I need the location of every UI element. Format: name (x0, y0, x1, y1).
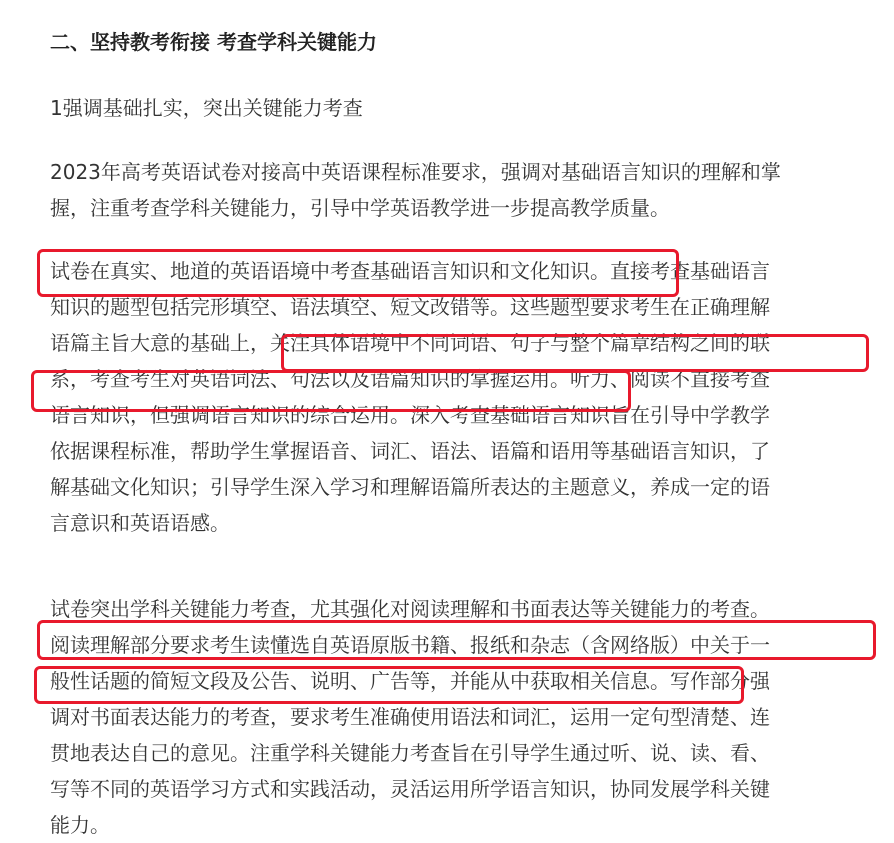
paragraph-line: 握，注重考查学科关键能力，引导中学英语教学进一步提高教学质量。 (50, 196, 670, 220)
paragraph-line: 试卷突出学科关键能力考查，尤其强化对阅读理解和书面表达等关键能力的考查。 (50, 597, 770, 621)
paragraph-line: 调对书面表达能力的考查，要求考生准确使用语法和词汇，运用一定句型清楚、连 (50, 705, 770, 729)
paragraph-line: 贯地表达自己的意见。注重学科关键能力考查旨在引导学生通过听、说、读、看、 (50, 741, 770, 765)
paragraph-line: 般性话题的简短文段及公告、说明、广告等，并能从中获取相关信息。写作部分强 (50, 669, 770, 693)
paragraph-line: 2023年高考英语试卷对接高中英语课程标准要求，强调对基础语言知识的理解和掌 (50, 160, 781, 184)
paragraph-line: 解基础文化知识；引导学生深入学习和理解语篇所表达的主题意义，养成一定的语 (50, 475, 770, 499)
paragraph-line: 写等不同的英语学习方式和实践活动，灵活运用所学语言知识，协同发展学科关键 (50, 777, 770, 801)
paragraph-line: 语篇主旨大意的基础上，关注具体语境中不同词语、句子与整个篇章结构之间的联 (50, 331, 770, 355)
paragraph-intro (50, 154, 862, 226)
paragraph-line: 系，考查考生对英语词法、句法以及语篇知识的掌握运用。听力、阅读不直接考查 (50, 367, 770, 391)
paragraph-line: 知识的题型包括完形填空、语法填空、短文改错等。这些题型要求考生在正确理解 (50, 295, 770, 319)
paragraph-line: 言意识和英语语感。 (50, 511, 230, 535)
paragraph-line: 语言知识，但强调语言知识的综合运用。深入考查基础语言知识旨在引导中学教学 (50, 403, 770, 427)
paragraph-key-abilities (50, 591, 862, 843)
paragraph-line: 能力。 (50, 813, 110, 837)
paragraph-line: 阅读理解部分要求考生读懂选自英语原版书籍、报纸和杂志（含网络版）中关于一 (50, 633, 770, 657)
paragraph-line: 试卷在真实、地道的英语语境中考查基础语言知识和文化知识。直接考查基础语言 (50, 259, 770, 283)
subsection-heading: 1强调基础扎实，突出关键能力考查 (50, 96, 363, 120)
paragraph-line: 依据课程标准，帮助学生掌握语音、词汇、语法、语篇和语用等基础语言知识，了 (50, 439, 770, 463)
section-heading: 二、坚持教考衔接 考查学科关键能力 (50, 30, 377, 54)
paragraph-basic-knowledge (50, 253, 862, 541)
